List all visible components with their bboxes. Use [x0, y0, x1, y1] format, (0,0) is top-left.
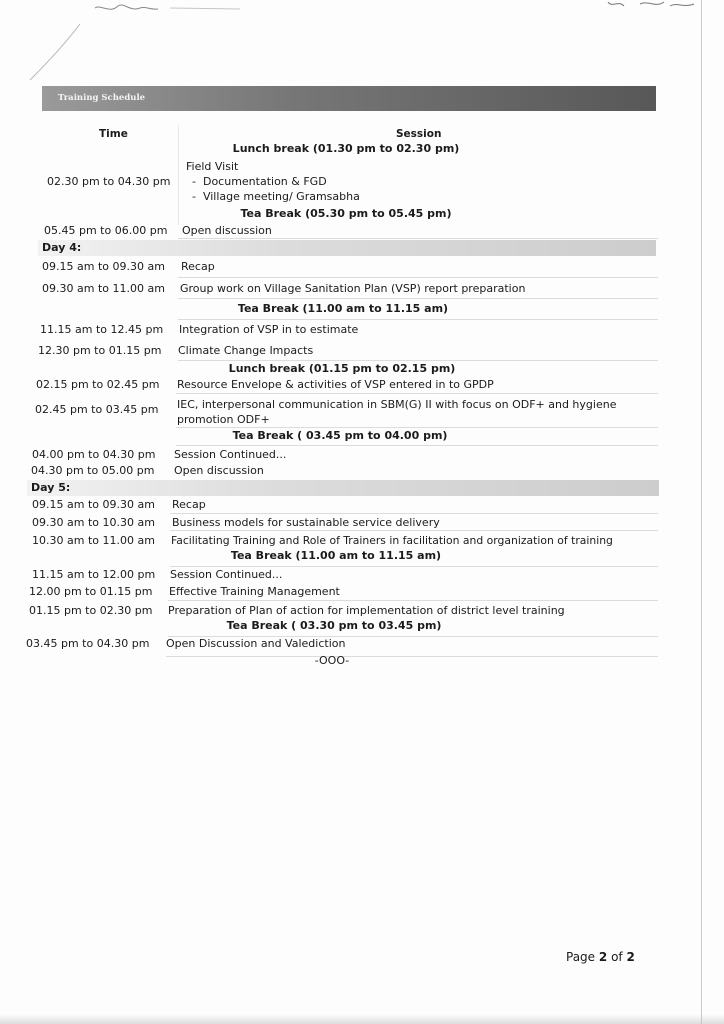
- lunch-break-row: Lunch break (01.15 pm to 02.15 pm): [228, 362, 456, 375]
- tea-break-row: Tea Break ( 03.30 pm to 03.45 pm): [226, 619, 442, 632]
- tea-break-row: Tea Break (11.00 am to 11.15 am): [237, 302, 449, 315]
- page-number: Page 2 of 2: [566, 950, 635, 964]
- session-text: Facilitating Training and Role of Trainers in facilitation and organization of training: [171, 534, 613, 547]
- page-edge: [701, 0, 702, 1024]
- time-text: 01.15 pm to 02.30 pm: [29, 604, 153, 617]
- time-text: 09.30 am to 10.30 am: [32, 516, 155, 529]
- time-text: 03.45 pm to 04.30 pm: [26, 637, 150, 650]
- session-text: Recap: [181, 260, 215, 273]
- row-rule: [178, 319, 658, 320]
- session-text: Effective Training Management: [169, 585, 340, 598]
- session-text: IEC, interpersonal communication in SBM(G) II with focus on ODF+ and hygiene: [177, 398, 617, 411]
- schedule-row: [0, 462, 700, 479]
- session-text: Open discussion: [182, 224, 272, 237]
- schedule-row: [0, 222, 700, 239]
- session-text: Open Discussion and Valediction: [166, 637, 346, 650]
- handwritten-scribble: [0, 0, 724, 80]
- field-visit-item: - Village meeting/ Gramsabha: [192, 190, 360, 203]
- row-rule: [178, 277, 658, 278]
- session-text: Group work on Village Sanitation Plan (VSP) report preparation: [180, 282, 526, 295]
- end-marker: -OOO-: [314, 654, 350, 667]
- session-text: Recap: [172, 498, 206, 511]
- scan-shadow: [0, 1014, 724, 1024]
- schedule-row: [0, 635, 700, 652]
- time-text: 05.45 pm to 06.00 pm: [44, 224, 168, 237]
- time-text: 09.15 am to 09.30 am: [32, 498, 155, 511]
- schedule-row: [0, 514, 700, 531]
- session-text: Open discussion: [174, 464, 264, 477]
- schedule-row: [0, 258, 700, 275]
- tea-break-row: Tea Break (11.00 am to 11.15 am): [230, 549, 442, 562]
- time-text: 02.45 pm to 03.45 pm: [35, 403, 159, 416]
- session-text: Business models for sustainable service delivery: [172, 516, 440, 529]
- time-text: 04.00 pm to 04.30 pm: [32, 448, 156, 461]
- lunch-break-row: Lunch break (01.30 pm to 02.30 pm): [232, 142, 460, 155]
- schedule-row: [0, 583, 700, 600]
- schedule-row: [0, 532, 700, 549]
- time-text: 09.30 am to 11.00 am: [42, 282, 165, 295]
- schedule-row: [0, 280, 700, 297]
- session-text: Field Visit: [186, 160, 239, 173]
- schedule-row-continued: [0, 411, 700, 428]
- time-text: 12.00 pm to 01.15 pm: [29, 585, 153, 598]
- row-rule: [178, 238, 658, 239]
- schedule-row: [0, 342, 700, 359]
- column-header-time: Time: [99, 128, 128, 140]
- schedule-row: [0, 602, 700, 619]
- time-text: 04.30 pm to 05.00 pm: [31, 464, 155, 477]
- row-rule: [170, 530, 658, 531]
- session-text: Climate Change Impacts: [178, 344, 314, 357]
- field-visit-item: - Documentation & FGD: [192, 175, 327, 188]
- section-banner: Training Schedule: [42, 86, 656, 111]
- session-text: Preparation of Plan of action for implementation of district level training: [168, 604, 565, 617]
- row-rule: [178, 360, 658, 361]
- time-text: 12.30 pm to 01.15 pm: [38, 344, 162, 357]
- time-text: 11.15 am to 12.45 pm: [40, 323, 164, 336]
- field-visit-row: [0, 173, 700, 190]
- schedule-row: [0, 321, 700, 338]
- session-text: promotion ODF+: [177, 413, 270, 426]
- session-text: Session Continued...: [170, 568, 283, 581]
- time-text: 11.15 am to 12.00 pm: [32, 568, 156, 581]
- tea-break-row: Tea Break (05.30 pm to 05.45 pm): [240, 207, 452, 220]
- column-header-session: Session: [396, 128, 442, 140]
- time-text: 02.15 pm to 02.45 pm: [36, 378, 160, 391]
- day-4-heading: Day 4:: [38, 240, 656, 256]
- row-rule: [168, 600, 658, 601]
- row-rule: [176, 427, 658, 428]
- time-text: 02.30 pm to 04.30 pm: [47, 175, 171, 188]
- session-text: Resource Envelope & activities of VSP entered in to GPDP: [177, 378, 494, 391]
- schedule-row: [0, 446, 700, 463]
- time-text: 09.15 am to 09.30 am: [42, 260, 165, 273]
- tea-break-row: Tea Break ( 03.45 pm to 04.00 pm): [232, 429, 448, 442]
- time-text: 10.30 am to 11.00 am: [32, 534, 155, 547]
- schedule-row: [0, 566, 700, 583]
- row-rule: [178, 298, 658, 299]
- schedule-row: [0, 376, 700, 393]
- schedule-row: [0, 496, 700, 513]
- row-rule: [166, 656, 658, 657]
- session-text: Integration of VSP in to estimate: [179, 323, 359, 336]
- row-rule: [176, 393, 658, 394]
- day-5-heading: Day 5:: [27, 480, 659, 496]
- session-text: Session Continued...: [174, 448, 287, 461]
